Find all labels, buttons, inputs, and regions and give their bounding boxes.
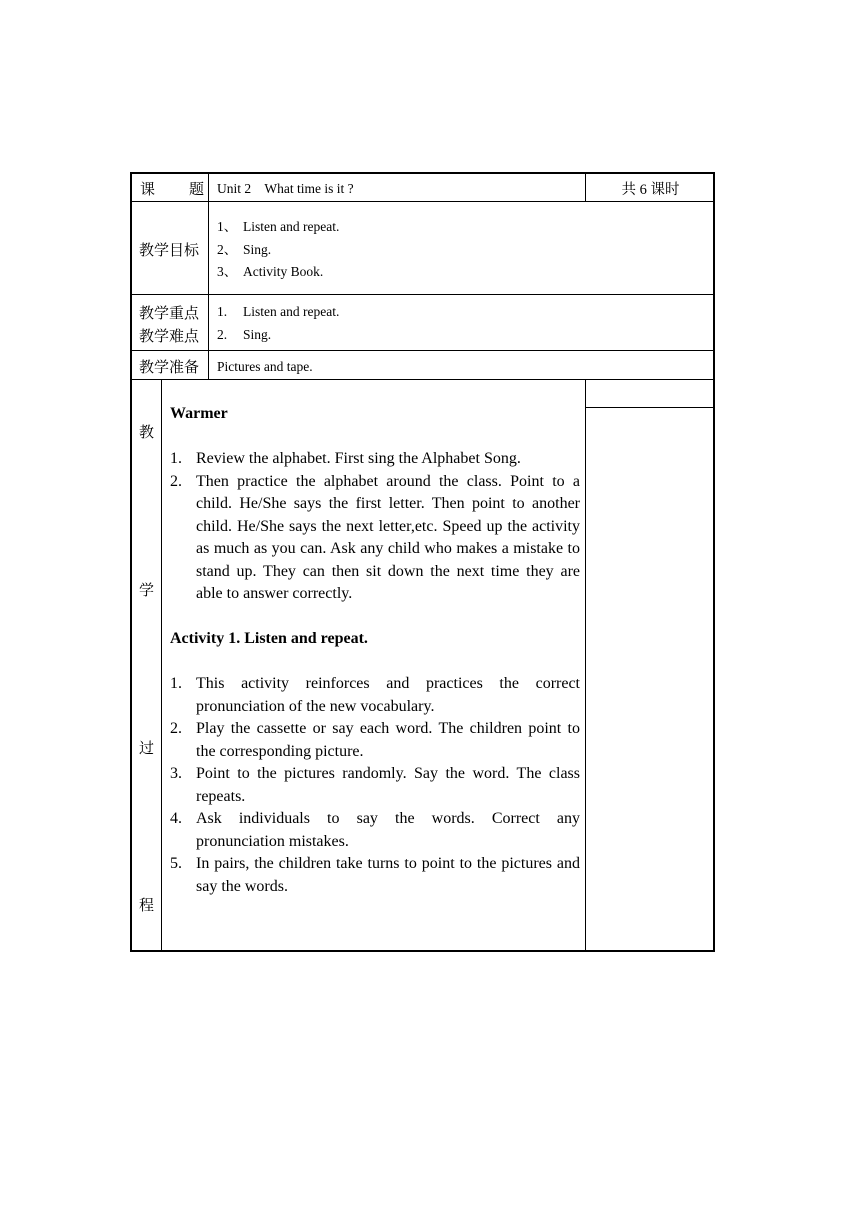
list-item: 2. Play the cassette or say each word. The children point to the corresponding picture.: [170, 720, 580, 760]
difficult-points-label: 教学难点: [139, 329, 200, 345]
row-divider: [132, 379, 713, 380]
topic-label: 课 题: [140, 182, 204, 198]
list-item: 2、 Sing.: [217, 241, 272, 257]
process-content: [170, 403, 580, 898]
activity1-steps: [170, 673, 580, 898]
objectives-label: 教学目标: [139, 243, 200, 259]
notes-cell: [586, 408, 713, 950]
warmer-heading: Warmer: [170, 405, 228, 422]
key-points-list: [217, 301, 339, 346]
list-item: 2. Sing.: [217, 326, 272, 342]
row-divider: [132, 201, 713, 202]
process-label-char: 教: [138, 425, 154, 441]
objectives-list: [217, 216, 339, 284]
list-item: 3、 Activity Book.: [217, 264, 324, 279]
topic-value: Unit 2 What time is it ?: [217, 181, 354, 196]
lesson-plan-table: [130, 172, 715, 952]
row-divider: [132, 350, 713, 351]
list-item: 1、 Listen and repeat.: [217, 219, 340, 234]
warmer-steps: [170, 448, 580, 606]
key-points-label: 教学重点: [139, 306, 200, 322]
list-item: 1. Listen and repeat.: [217, 304, 340, 319]
preparation-value: Pictures and tape.: [217, 359, 313, 374]
process-label-char: 学: [138, 583, 154, 599]
process-label-char: 过: [138, 741, 154, 757]
activity1-heading: Activity 1. Listen and repeat.: [170, 630, 368, 647]
list-item: 1. This activity reinforces and practices the correct pronunciation of the new vocabulary.: [170, 675, 580, 715]
label-column-divider: [208, 174, 209, 379]
process-label-divider: [161, 379, 162, 950]
list-item: 3. Point to the pictures randomly. Say the word. The class repeats.: [170, 765, 580, 805]
list-item: 5. In pairs, the children take turns to point to the pictures and say the words.: [170, 855, 580, 895]
periods-count: 共 6 课时: [621, 182, 680, 198]
process-label-char: 程: [138, 898, 154, 914]
list-item: 2. Then practice the alphabet around the class. Point to a child. He/She says the first letter. Then point to another child. He/She says the next letter,etc. Speed up the activity as much as you can. Ask any child who makes a mistake to stand up. They can then sit down the next time they are able to answer correctly.: [170, 472, 580, 602]
row-divider: [132, 294, 713, 295]
list-item: 4. Ask individuals to say the words. Correct any pronunciation mistakes.: [170, 810, 580, 850]
preparation-label: 教学准备: [139, 360, 200, 376]
list-item: 1. Review the alphabet. First sing the Alphabet Song.: [170, 450, 521, 467]
